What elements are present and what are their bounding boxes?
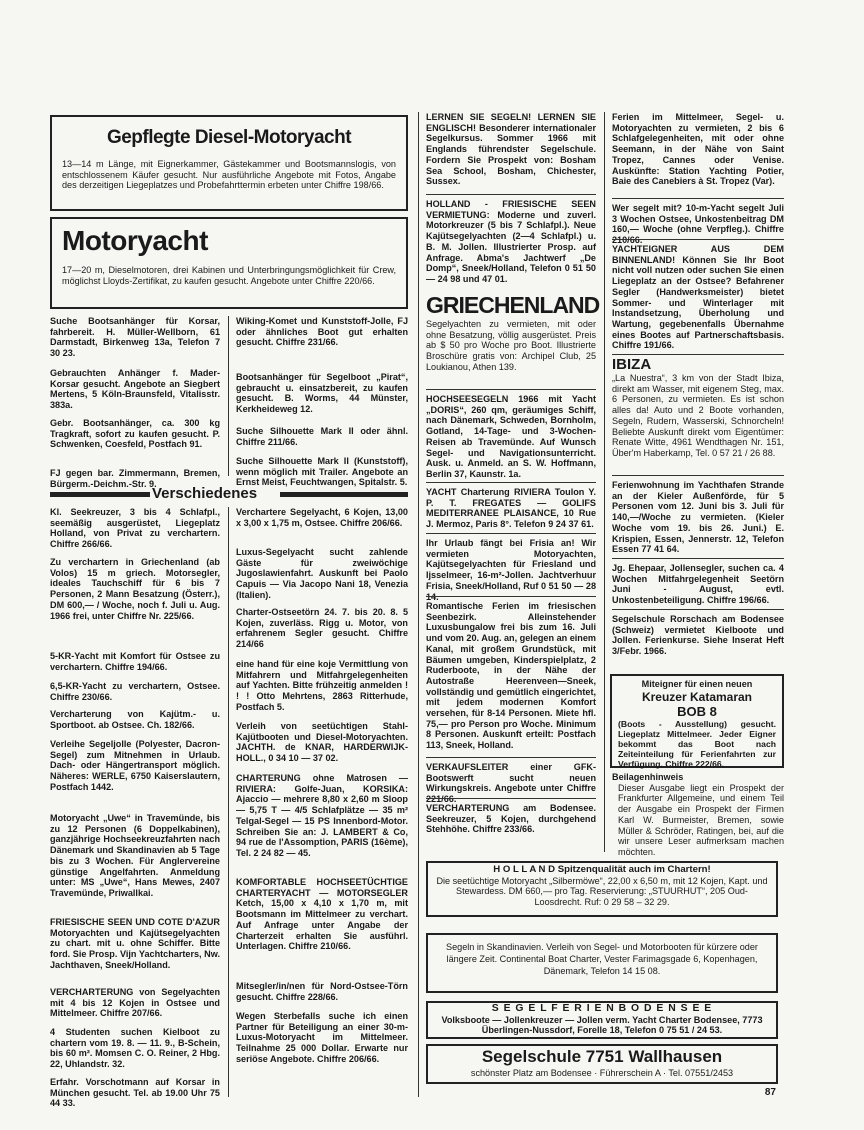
ad-yachteigner: YACHTEIGNER AUS DEM BINNENLAND! Können Sie Ihr Boot nicht voll nutzen oder suchen Sie einen Liegeplatz an der Ostsee? Befahrener Segler (Handwerksmeister) bietet Sommer- und Winterlager mit Instandsetzung, Überholung und Wartung, gegebenenfalls Übernahme eines Bootes auf Partnerschaftsbasis. Chiffre 191/66.: [612, 244, 784, 351]
beilagen-body: Dieser Ausgabe liegt ein Prospekt der Frankfurter Allgemeine, und einem Teil der Ausgabe ein Prospekt der Firmen Karl W. Burmeister, Bremen, sowie Müller & Schröder, Ratingen, bei, auf die wir unsere Leser aufmerksam machen möchten.: [618, 782, 784, 857]
small-ad: Luxus-Segelyacht sucht zahlende Gäste für zweiwöchige Jugoslawienfahrt. Auskunft bei Paolo Capuis — Via Jacopo Nani 18, Venezia (Italien).: [236, 547, 408, 600]
ad-diesel-motoryacht: [50, 115, 408, 211]
griechenland-title: GRIECHENLAND: [426, 292, 600, 318]
small-ad: eine hand für eine koje Vermittlung von Mitfahrern und Mitfahrgelegenheiten auf Yachten. Bitte frühzeitig anmelden ! ! ! Otto Mehrtens, 2863 Ritterhude, Postfach 5.: [236, 659, 408, 712]
wallhausen-body: schönster Platz am Bodensee · Führerschein A · Tel. 07551/2453: [470, 1068, 734, 1078]
ad-ferienwohnung: Ferienwohnung im Yachthafen Strande an der Kieler Außenförde, für 5 Personen vom 12. Juni bis 3. Juli für 140,—/Woche zu vermieten. (Kieler Woche vom 19. bis 26. Juni.) E. Krispien, Essen, Jennerstr. 12, Telefon Essen 77 41 64.: [612, 480, 784, 555]
small-ads-right: [236, 316, 408, 488]
small-ad: Gebr. Bootsanhänger, ca. 300 kg Tragkraft, sofort zu kaufen gesucht. P. Schwenken, Coesfeld, Postfach 91.: [50, 418, 220, 450]
small-ad: 4 Studenten suchen Kielboot zu chartern vom 19. 8. — 11. 9., B-Schein, bis 60 m². Momsen C. O. Reiner, 2 Hbg. 22, Uhlandstr. 32.: [50, 1027, 220, 1070]
ad-bob8: [610, 674, 784, 768]
ad-doris: HOCHSEESEGELN 1966 mit Yacht „DORIS“, 260 qm, geräumiges Schiff, nach Dänemark, Schweden, Bornholm, Gotland, 14-Tage- und 3-Wochen-Reisen ab Travemünde. Auf Wunsch Segel- und Navigationsunterricht. Ausk. u. Anmeld. an S. W. Hoffmann, Berlin 37, Kaunstr. 1a.: [426, 394, 596, 479]
wallhausen-title: Segelschule 7751 Wallhausen: [481, 1047, 723, 1066]
silbermoewe-body: Die seetüchtige Motoryacht „Silbermöwe“, 22,00 x 6,50 m, mit 12 Kojen, Kapt. und Stewardess. DM 660,— pro Tag. Reservierung: „STUURHUT“, 205 Oud-Loosdrecht. Ruf: 0 29 58 – 32 29.: [436, 875, 768, 908]
skandinavien-body: Segeln in Skandinavien. Verleih von Segel- und Motorbooten für kürzere oder längere Zeit. Continental Boat Charter, Vester Farimagsgade 6, Kopenhagen, Dänemark, Telefon 14 15 08.: [446, 942, 758, 976]
ad-jg-ehepaar: Jg. Ehepaar, Jollensegler, suchen ca. 4 Wochen Mitfahrgelegenheit Seetörn Juni - August, evtl. Unkostenbeteiligung. Chiffre 196/66.: [612, 563, 784, 606]
bob-title1: Kreuzer Katamaran: [641, 689, 753, 704]
ad-ferien-mittelmeer: Ferien im Mittelmeer, Segel- u. Motoryachten zu vermieten, 2 bis 6 Schlafgelegenheiten, mit oder ohne Seemann, in der Nähe von Saint Tropez, Cannes oder Venise. Auskünfte: Station Yachting Potier, Baie des Canebiers à St. Tropez (Var).: [612, 112, 784, 187]
ad-romantische-ferien: Romantische Ferien im friesischen Seenbezirk. Alleinstehender Luxusbungalow frei bis zum 16. Juli und vom 20. Aug. an, gelegen an einem Kanal, mit großem Grundstück, mit Bäumen umgeben, Kinderspielplatz, 2 Ruderboote, in der Nähe der Autostraße Heerenveen—Sneek, vollständig und gemütlich eingerichtet, mit jedem modernen Komfort versehen, für 8-14 Personen. Miete hfl. 75,— pro Person pro Woche. Minimum 8 Personen. Auskunft erteilt: Postfach 113, Sneek, Holland.: [426, 601, 596, 751]
small-ad: Vercharterung von Kajütm.- u. Sportboot. ab Ostsee. Ch. 182/66.: [50, 709, 220, 730]
silbermoewe-title: H O L L A N D Spitzenqualität auch im Chartern!: [493, 864, 711, 875]
small-ad: Suche Bootsanhänger für Korsar, fahrbereit. H. Müller-Wellborn, 61 Darmstadt, Birkenweg 13a, Telefon 7 30 23.: [50, 316, 220, 359]
small-ad: Motoryacht „Uwe“ in Travemünde, bis zu 12 Personen (6 Doppelkabinen), ganzjährige Hochseekreuzfahrten nach Dänemark und Skandinavien ab 5 Tage bis zu 3 Wochen. Für Anglervereine günstige Angelfahrten. Anmeldung unter: MS „Uwe“, Hans Mewes, 2407 Travemünde, Priwallkai.: [50, 813, 220, 898]
section-header-verschiedenes: [50, 486, 408, 502]
ad-body: 17—20 m, Dieselmotoren, drei Kabinen und Unterbringungsmöglichkeit für Crew, möglichst Lloyds-Zertifikat, zu kaufen gesucht. Angebote unter Chiffre 220/66.: [62, 265, 396, 286]
verschiedenes-right: [236, 507, 408, 1065]
ad-ibiza: „La Nuestra“, 3 km von der Stadt Ibiza, direkt am Wasser, mit eigenem Steg, max. 6 Personen, zu vermieten. Es ist schon alles da! Auto und 2 Boote vorhanden, Segeln, Rudern, Wasserski, Schnorcheln! Beliebte Auskunft direkt vom Eigentümer: Renate Witte, 4961 Wendthagen Nr. 151, Über'm Haberkamp, Tel. 0 57 21 / 26 88.: [612, 373, 784, 458]
small-ad: VERCHARTERUNG von Segelyachten mit 4 bis 12 Kojen in Ostsee und Mittelmeer. Chiffre 207/66.: [50, 987, 220, 1019]
small-ad: Verchartere Segelyacht, 6 Kojen, 13,00 x 3,00 x 1,75 m, Ostsee. Chiffre 206/66.: [236, 507, 408, 528]
verschiedenes-left: [50, 507, 220, 1109]
ad-segelschule-rorschach: Segelschule Rorschach am Bodensee (Schweiz) vermietet Kielboote und Jollen. Ferienkurse. Siehe Inserat Heft 3/Febr. 1966.: [612, 614, 784, 657]
small-ad: 5-KR-Yacht mit Komfort für Ostsee zu verchartern. Chiffre 194/66.: [50, 651, 220, 672]
bob-top: Miteigner für einen neuen: [641, 679, 753, 689]
column-3: [426, 112, 600, 835]
ibiza-title: IBIZA: [612, 356, 652, 373]
bob-title2: BOB 8: [677, 703, 717, 719]
small-ad: Verleihe Segeljolle (Polyester, Dacron-Segel) zum Mitnehmen in Urlaub. Dach- oder Hängertransport möglich. Näheres: WERLE, 6750 Kaiserslautern, Postfach 1442.: [50, 739, 220, 792]
small-ad: Verleih von seetüchtigen Stahl-Kajütbooten und Diesel-Motoryachten. JACHTH. de KNAR, HARDERWIJK-HOLL., 0 34 10 — 37 02.: [236, 721, 408, 764]
small-ad: Gebrauchten Anhänger f. Mader-Korsar gesucht. Angebote an Siegbert Mertens, 5 Köln-Braunsfeld, Vitalisstr. 383a.: [50, 368, 220, 411]
small-ad: Erfahr. Vorschotmann auf Korsar in München gesucht. Tel. ab 19.00 Uhr 75 44 33.: [50, 1077, 220, 1109]
page-number: 87: [764, 1087, 776, 1098]
segelferien-body: Volksboote — Jollenkreuzer — Jollen verm. Yacht Charter Bodensee, 7773 Überlingen-Nussdorf, Forelle 18, Telefon 0 75 51 / 24 53.: [441, 1014, 763, 1036]
ad-verkaufsleiter: VERKAUFSLEITER einer GFK-Bootswerft sucht neuen Wirkungskreis. Angebote unter Chiffre 221/66.: [426, 762, 596, 805]
section-title: Verschiedenes: [152, 485, 258, 502]
ad-holland-friesische-seen: HOLLAND - FRIESISCHE SEEN VERMIETUNG: Moderne und zuverl. Motorkreuzer (5 bis 7 Schlafpl.). Neue Kajütsegelyachten (2—4 Schlafpl.) u. B. M. Jollen. Illustrierter Prosp. auf Anfrage. Abma's Jachtwerf „De Domp“, Sneek/Holland, Telefon 0 51 50 — 24 98 und 47 01.: [426, 199, 596, 284]
ad-vercharterung-bodensee: VERCHARTERUNG am Bodensee. Seekreuzer, 5 Kojen, durchgehend Stehhöhe. Chiffre 233/66.: [426, 803, 596, 835]
small-ad: Wiking-Komet und Kunststoff-Jolle, FJ oder ähnliches Boot gut erhalten gesucht. Chiffre 231/66.: [236, 316, 408, 348]
ad-segelschule-wallhausen: [426, 1044, 778, 1084]
ad-silbermoewe: [426, 861, 778, 917]
ad-motoryacht: [50, 217, 408, 309]
small-ad: Suche Silhouette Mark II oder ähnl. Chiffre 211/66.: [236, 426, 408, 447]
small-ad: CHARTERUNG ohne Matrosen — RIVIERA: Golfe-Juan, KORSIKA: Ajaccio — mehrere 8,80 x 2,60 m Sloop — 5,75 T — 4/5 Schlafplätze — 35 m² Telgal-Segel — 15 PS Innenbord-Motor. Schreiben Sie an: J. LAMBERT & Co, 94 rue de l'Assomption, PARIS (16ème), Tel. 2 24 82 — 45.: [236, 773, 408, 858]
segelferien-title: S E G E L F E R I E N B O D E N S E E: [491, 1003, 713, 1014]
small-ad: Zu verchartern in Griechenland (ab Volos) 15 m griech. Motorsegler, ideales Tauchschiff für 6 bis 7 Personen, 2 Mann Besatzung (Österr.), DM 600,— / Woche, noch f. Juli u. Aug. 1966 frei, unter Chiffre Nr. 225/66.: [50, 557, 220, 621]
small-ad: Charter-Ostseetörn 24. 7. bis 20. 8. 5 Kojen, zuverläss. Rigg u. Motor, von erfahrenem Segler gesucht. Chiffre 214/66: [236, 607, 408, 650]
small-ad: Wegen Sterbefalls suche ich einen Partner für Beteiligung an einer 30-m-Luxus-Motoryacht im Mittelmeer. Teilnahme 25 000 Dollar. Erwarte nur seriöse Angebote. Chiffre 206/66.: [236, 1011, 408, 1064]
ad-lernen-segeln: LERNEN SIE SEGELN! LERNEN SIE ENGLISCH! Besonderer internationaler Segelkursus. Sommer 1966 mit Englands führendster Segelschule. Fordern Sie Prospekt von: Bosham Sea School, Bosham, Chichester, Sussex.: [426, 112, 596, 187]
ad-title: Motoryacht: [62, 225, 208, 256]
column-4: [612, 112, 784, 657]
ad-wer-segelt-mit: Wer segelt mit? 10-m-Yacht segelt Juli 3 Wochen Ostsee, Unkostenbeitrag DM 160,— Woche (ohne Verpfleg.). Chiffre 210/66.: [612, 203, 784, 246]
ad-skandinavien: [426, 933, 778, 993]
small-ad: FRIESISCHE SEEN UND COTE D'AZUR Motoryachten und Kajütsegelyachten zu chart. mit u. ohne Schiffer. Bitte ford. Sie Prosp. Vijn Yachtcharters, Nw. Jachthaven, Sneek/Holland.: [50, 917, 220, 970]
ad-body: 13—14 m Länge, mit Eignerkammer, Gästekammer und Bootsmannslogis, von entschlossenem Käufer gesucht. Nur ausführliche Angebote mit Fotos, Angabe des derzeitigen Liegeplatzes und Probefahrttermin erbeten unter Chiffre 198/66.: [62, 159, 396, 191]
beilagenhinweis: [612, 772, 784, 858]
small-ad: Mitsegler/in/nen für Nord-Ostsee-Törn gesucht. Chiffre 228/66.: [236, 981, 408, 1002]
bob-body: (Boots - Ausstellung) gesucht. Liegeplatz Mittelmeer. Jeder Eigner bekommt das Boot nach Zeiteinteilung für Ferienfahrten zur Verfügung. Chiffre 222/66.: [618, 718, 776, 769]
ad-title: Gepflegte Diesel-Motoryacht: [106, 127, 352, 148]
ad-segelferien-bodensee: [426, 1001, 778, 1039]
small-ad: Suche Silhouette Mark II (Kunststoff), wenn möglich mit Trailer. Angebote an Ernst Meist, Feuchtwangen, Spitalstr. 5.: [236, 456, 408, 488]
beilagen-title: Beilagenhinweis: [612, 772, 684, 782]
small-ad: Kl. Seekreuzer, 3 bis 4 Schlafpl., seemäßig ausgerüstet, Liegeplatz Holland, von Privat zu verchartern. Chiffre 266/66.: [50, 507, 220, 550]
ad-griechenland: Segelyachten zu vermieten, mit oder ohne Besatzung, völlig ausgerüstet. Preis ab $ 50 pro Woche pro Boot. Illustrierte Broschüre gratis von: Archipel Club, 25 Loukianou, Athen 139.: [426, 319, 596, 372]
small-ad: Bootsanhänger für Segelboot „Pirat“, gebraucht u. einsatzbereit, zu kaufen gesucht. B. Worms, 44 Münster, Kerkheideweg 12.: [236, 372, 408, 415]
small-ad: KOMFORTABLE HOCHSEETÜCHTIGE CHARTERYACHT — MOTORSEGLER Ketch, 15,00 x 4,10 x 1,70 m, mit Bootsmann im Mittelmeer zu verchart. Auf Anfrage unter Angabe der Charterzeit erhalten Sie ausführl. Unterlagen. Chiffre 210/66.: [236, 877, 408, 952]
small-ads-left: [50, 316, 220, 489]
small-ad: FJ gegen bar. Zimmermann, Bremen, Bürgerm.-Deichm.-Str. 9.: [50, 468, 220, 489]
small-ad: 6,5-KR-Yacht zu verchartern, Ostsee. Chiffre 230/66.: [50, 681, 220, 702]
ad-frisia: Ihr Urlaub fängt bei Frisia an! Wir vermieten Motoryachten, Kajütsegelyachten für Friesland und Ijsselmeer, 16-m²-Jollen. Jachtverhuur Frisia, Sneek/Holland, Ruf 0 51 50 — 28 14.: [426, 538, 596, 602]
ad-riviera: YACHT Charterung RIVIERA Toulon Y. P. T. FREGATES — GOLIFS MEDITERRANEE PLAISANCE, 10 Rue J. Mermoz, Paris 8°. Telefon 9 24 37 61.: [426, 487, 596, 530]
